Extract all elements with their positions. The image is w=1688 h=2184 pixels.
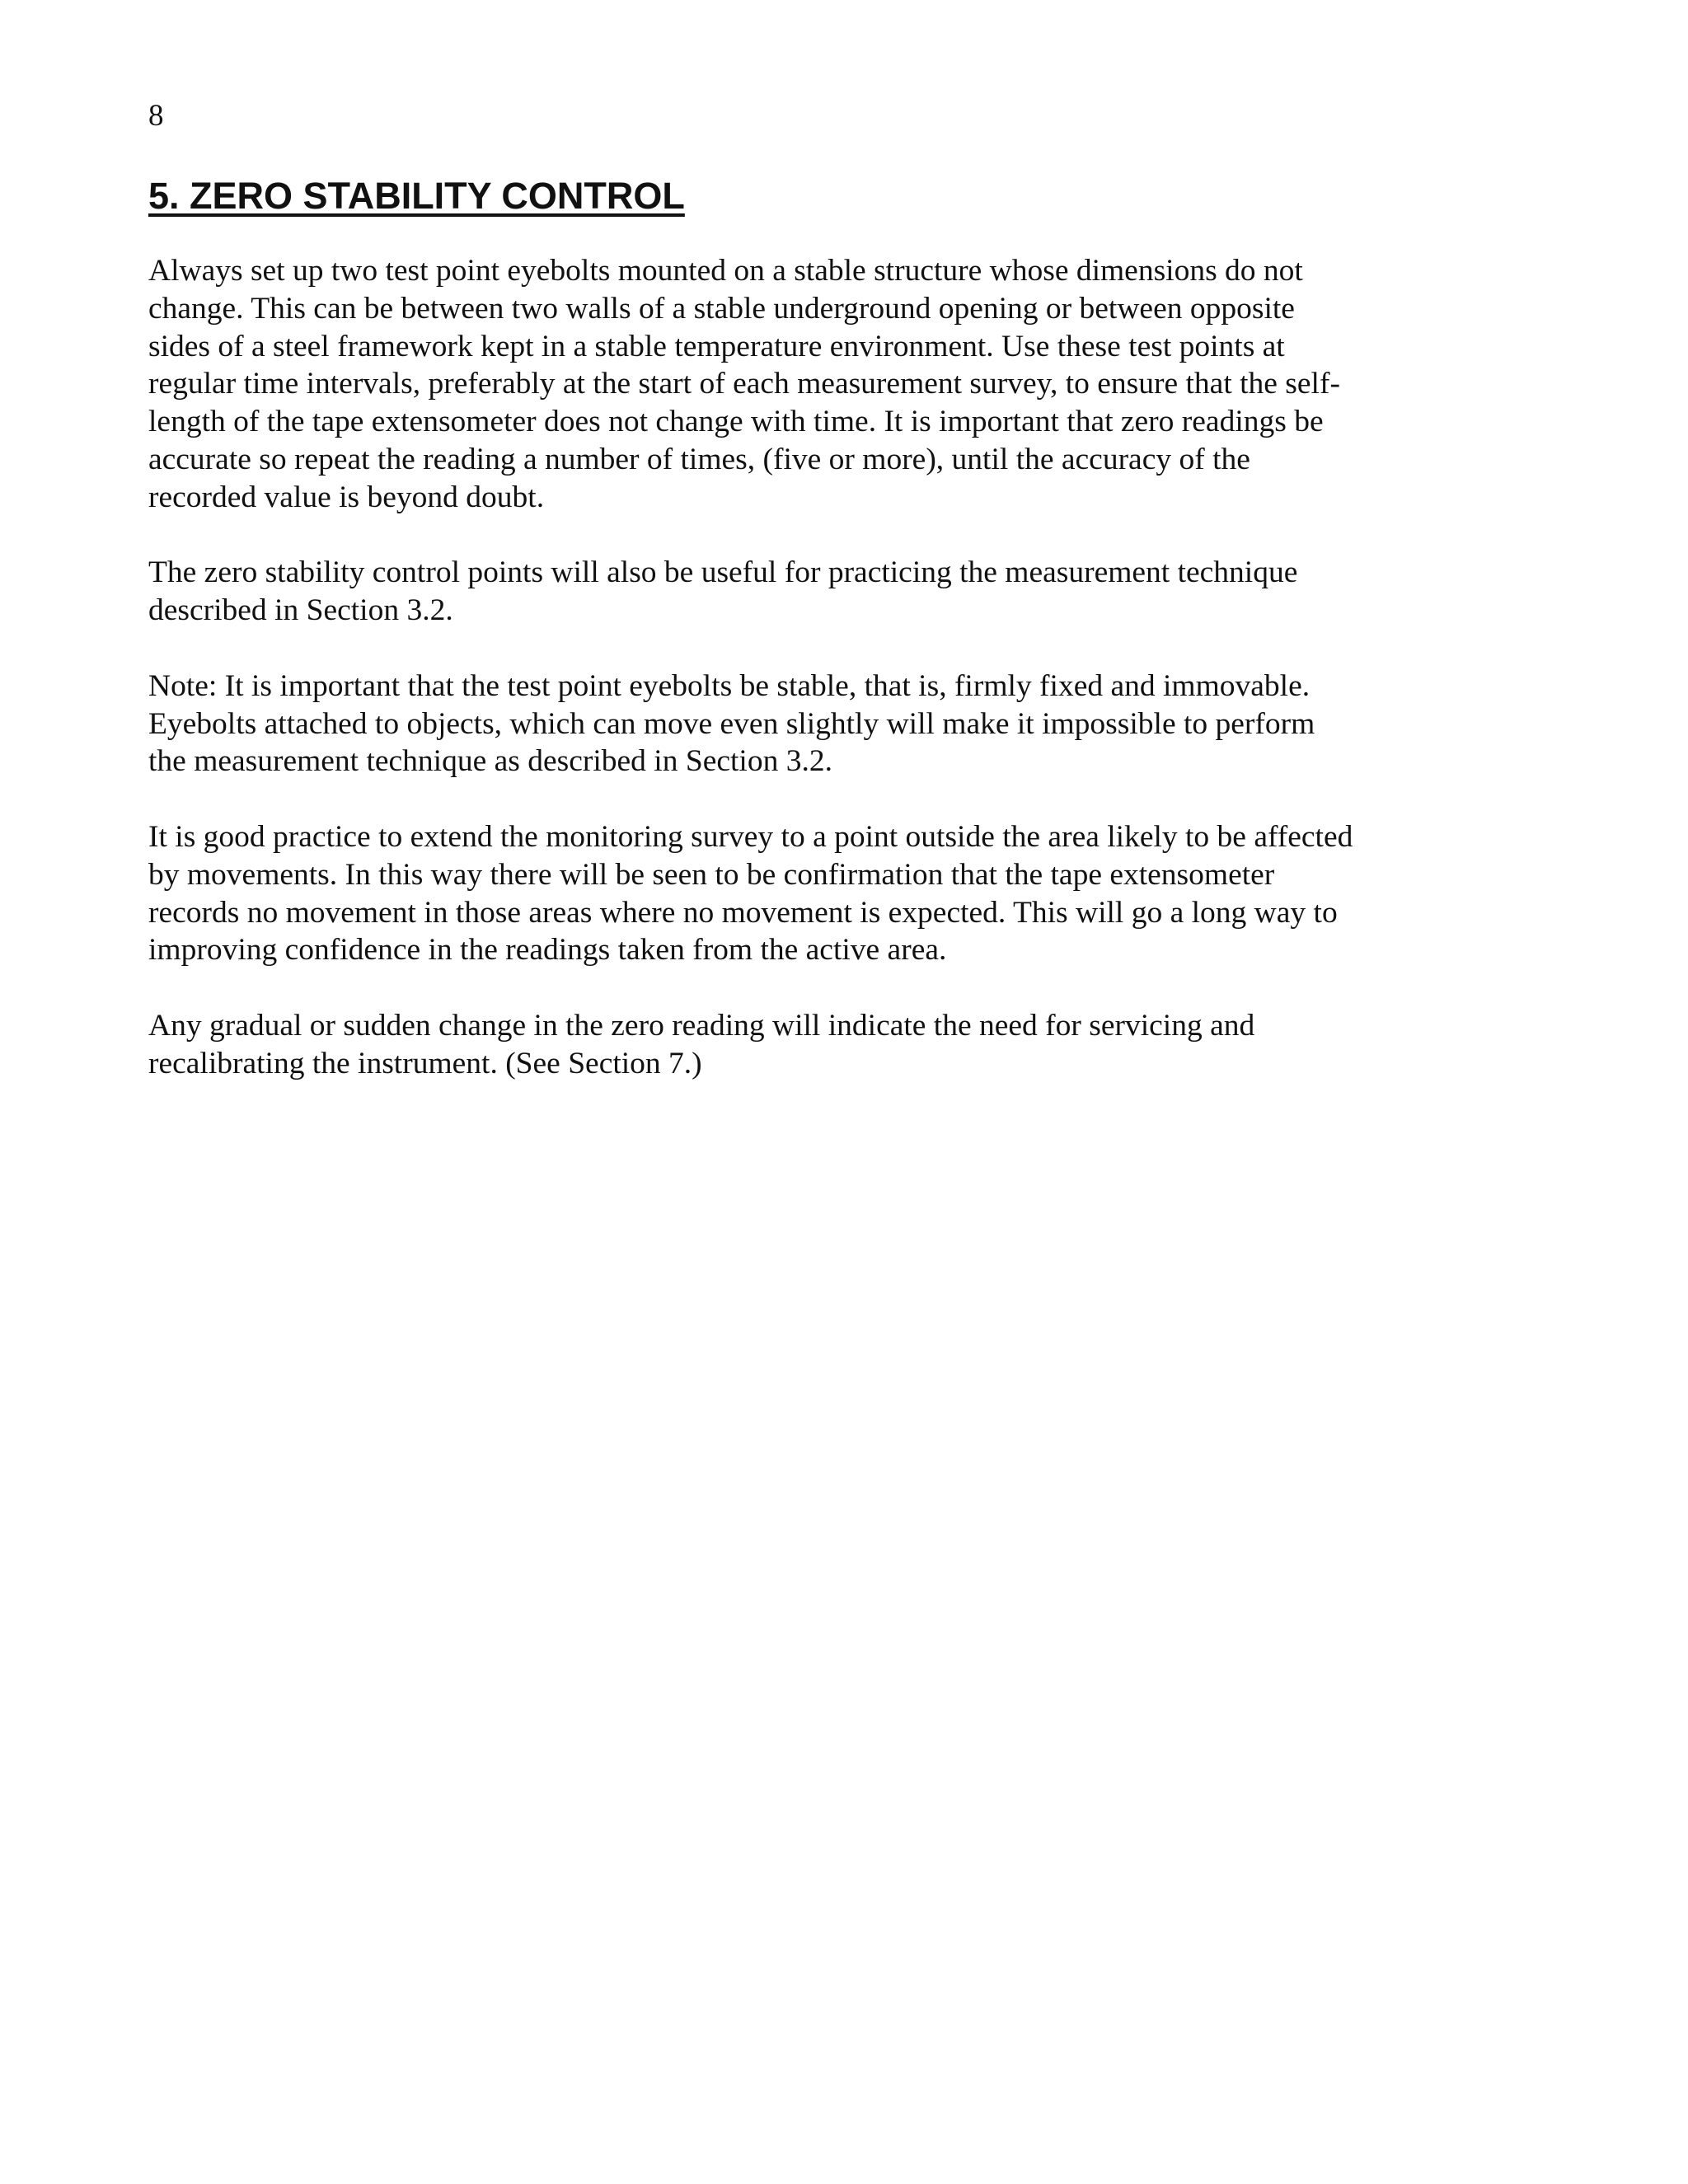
text-line: The zero stability control points will also be useful for practicing the measurement technique <box>148 555 1298 590</box>
text-line: sides of a steel framework kept in a stable temperature environment. Use these test points at <box>148 329 1285 363</box>
section-title: 5. ZERO STABILITY CONTROL <box>148 175 685 217</box>
text-line: Note: It is important that the test point eyebolts be stable, that is, firmly fixed and immovable. <box>148 668 1311 703</box>
text-line: recalibrating the instrument. (See Section 7.) <box>148 1046 702 1080</box>
page-number: 8 <box>148 99 164 133</box>
text-line: improving confidence in the readings taken from the active area. <box>148 933 947 968</box>
paragraph-recalibration <box>148 1007 1467 1083</box>
text-line: Any gradual or sudden change in the zero reading will indicate the need for servicing and <box>148 1008 1255 1043</box>
text-line: recorded value is beyond doubt. <box>148 480 545 514</box>
paragraph-intro <box>148 252 1467 517</box>
text-line: accurate so repeat the reading a number of times, (five or more), until the accuracy of the <box>148 442 1250 476</box>
text-line: length of the tape extensometer does not change with time. It is important that zero readings be <box>148 405 1324 439</box>
text-line: Always set up two test point eyebolts mounted on a stable structure whose dimensions do not <box>148 254 1303 288</box>
text-line: Eyebolts attached to objects, which can move even slightly will make it impossible to perform <box>148 706 1315 741</box>
text-line: described in Section 3.2. <box>148 593 453 628</box>
text-line: It is good practice to extend the monitoring survey to a point outside the area likely to be affected <box>148 819 1353 854</box>
paragraph-practice <box>148 554 1467 630</box>
text-line: by movements. In this way there will be seen to be confirmation that the tape extensometer <box>148 857 1275 892</box>
body-text <box>148 252 1467 1120</box>
paragraph-note <box>148 668 1467 780</box>
text-line: the measurement technique as described in Section 3.2. <box>148 744 832 779</box>
text-line: change. This can be between two walls of a stable underground opening or between opposite <box>148 291 1295 326</box>
paragraph-good-practice <box>148 818 1467 969</box>
text-line: records no movement in those areas where no movement is expected. This will go a long way to <box>148 895 1338 930</box>
text-line: regular time intervals, preferably at the start of each measurement survey, to ensure that the self- <box>148 367 1340 401</box>
